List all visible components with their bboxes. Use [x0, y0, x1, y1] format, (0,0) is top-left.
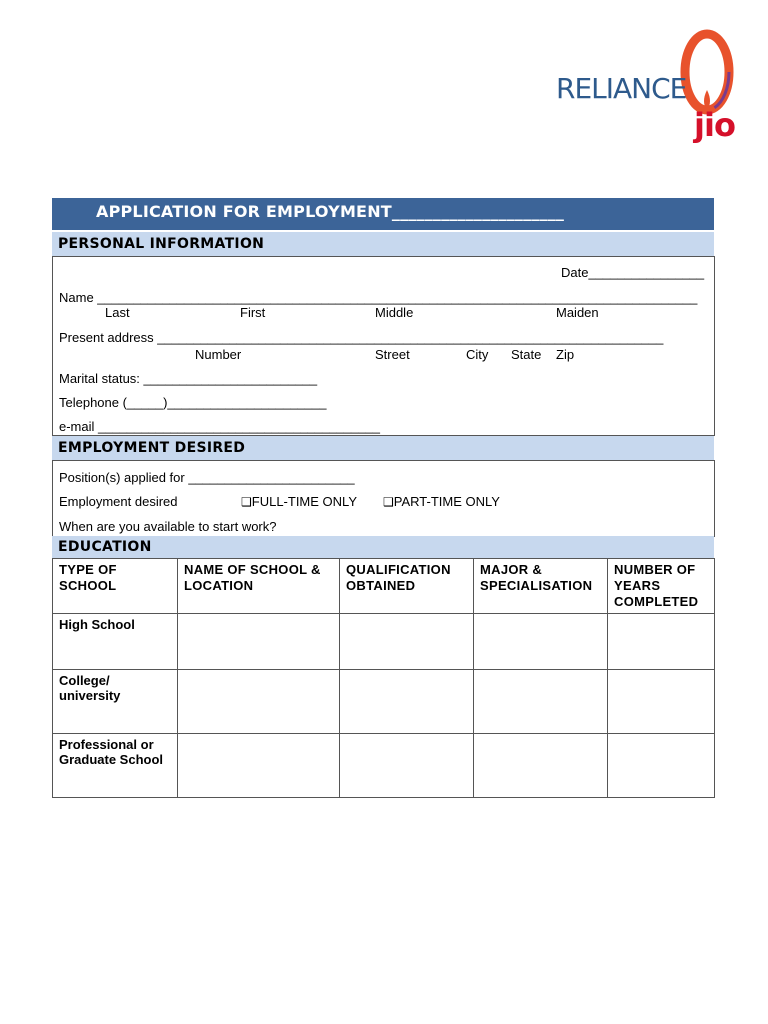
table-cell[interactable]	[340, 670, 474, 734]
checkbox-icon[interactable]: ❑	[383, 495, 394, 509]
education-table	[52, 558, 715, 798]
address-part-city: City	[466, 347, 489, 362]
header-major: MAJOR & SPECIALISATION	[474, 559, 608, 614]
table-row	[53, 670, 715, 734]
section-heading: EMPLOYMENT DESIRED	[58, 440, 246, 456]
start-work-field[interactable]: When are you available to start work?	[59, 519, 277, 534]
row-label-graduate: Professional or Graduate School	[53, 734, 178, 798]
table-cell[interactable]	[340, 614, 474, 670]
section-personal-information	[52, 232, 714, 256]
reliance-jio-logo	[552, 10, 746, 152]
full-time-label: FULL-TIME ONLY	[251, 494, 357, 509]
checkbox-icon[interactable]: ❑	[241, 495, 252, 509]
name-part-last: Last	[105, 305, 130, 320]
table-row	[53, 734, 715, 798]
employment-desired-label: Employment desired	[59, 494, 178, 509]
email-field[interactable]: e-mail _______________________________________	[59, 419, 380, 434]
name-part-first: First	[240, 305, 266, 320]
logo-jio-text: jio	[694, 106, 735, 144]
date-field[interactable]: Date________________	[561, 265, 705, 280]
row-label-high-school: High School	[53, 614, 178, 670]
name-part-middle: Middle	[375, 305, 414, 320]
name-part-maiden: Maiden	[556, 305, 599, 320]
section-employment-desired	[52, 436, 714, 460]
part-time-label: PART-TIME ONLY	[393, 494, 500, 509]
address-part-state: State	[511, 347, 542, 362]
address-part-number: Number	[195, 347, 242, 362]
table-cell[interactable]	[178, 670, 340, 734]
personal-info-box	[52, 256, 715, 436]
table-header-row	[53, 559, 715, 614]
address-field[interactable]: Present address ______________________________________________________________________	[59, 330, 664, 345]
address-part-zip: Zip	[556, 347, 575, 362]
table-cell[interactable]	[474, 614, 608, 670]
logo-brand-text: RELIANCE	[556, 72, 687, 105]
row-label-college: College/ university	[53, 670, 178, 734]
full-time-option[interactable]	[241, 494, 357, 509]
part-time-option[interactable]	[383, 494, 500, 509]
table-cell[interactable]	[474, 670, 608, 734]
header-name-of-school: NAME OF SCHOOL & LOCATION	[178, 559, 340, 614]
marital-status-field[interactable]: Marital status: ________________________	[59, 371, 318, 386]
title-bar	[52, 198, 714, 230]
table-cell[interactable]	[178, 614, 340, 670]
table-cell[interactable]	[340, 734, 474, 798]
table-row	[53, 614, 715, 670]
table-cell[interactable]	[608, 734, 715, 798]
table-cell[interactable]	[474, 734, 608, 798]
section-education	[52, 536, 714, 558]
telephone-field[interactable]: Telephone (_____)______________________	[59, 395, 327, 410]
page-title: APPLICATION FOR EMPLOYMENT_____________________	[96, 202, 565, 221]
name-field[interactable]: Name ___________________________________________________________________________________	[59, 290, 698, 305]
table-cell[interactable]	[608, 614, 715, 670]
section-heading: PERSONAL INFORMATION	[58, 236, 265, 252]
section-heading: EDUCATION	[58, 539, 152, 555]
employment-box	[52, 460, 715, 537]
header-qualification: QUALIFICATION OBTAINED	[340, 559, 474, 614]
table-cell[interactable]	[608, 670, 715, 734]
header-years-completed: NUMBER OF YEARS COMPLETED	[608, 559, 715, 614]
address-part-street: Street	[375, 347, 410, 362]
table-cell[interactable]	[178, 734, 340, 798]
positions-field[interactable]: Position(s) applied for _______________________	[59, 470, 355, 485]
header-type-of-school: TYPE OF SCHOOL	[53, 559, 178, 614]
